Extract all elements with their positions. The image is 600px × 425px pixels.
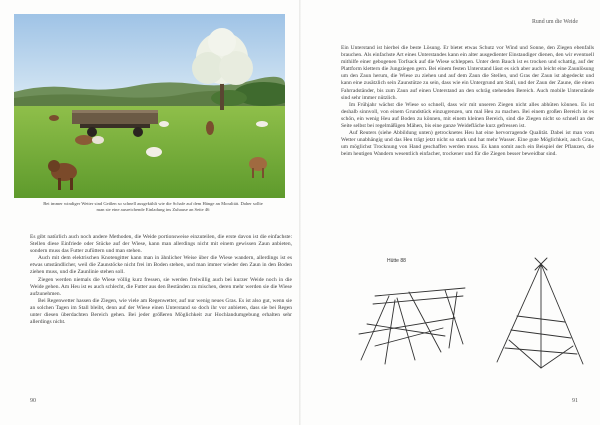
left-paragraph-2: Auch mit dem elektrischen Knotengitter kann man in ähnlicher Weise über die Wiese wandern, allerdings ist es etwas umständlicher, weil die Zaunstöcke nicht frei im Boden stehen, und man immer wieder den Zaun in den Boden ziehen muss, und die Zaunlinie stehen soll. xyxy=(30,255,292,276)
right-paragraph-2: Im Frühjahr wächst die Wiese so schnell, dass wir mit unseren Ziegen nicht alles abhüten können. Es ist deshalb sinnvoll, von einem Grundstück einzugrenzen, um mal Heu zu machen. Bei einem großen Bereich ist es schön, ein wenig Heu auf Boden zu können, mit einem kleinen Bereich, sind die Ziegen nicht so schnell an der Seite selbst bei regelmäßigen Mähen, bis eine ganze Weidefläche kurz gefressen ist. xyxy=(341,101,594,130)
page-number-left: 90 xyxy=(30,398,36,404)
right-paragraph-1: Ein Unterstand ist hierbei die beste Lösung. Er bietet etwas Schutz vor Wind und Sonne, den Ziegen ebenfalls brauchen. Als einfachste Art eines Unterstandes kann ein alter ausgedienter Einstaudiger dienen, den wir eventuell mithilfe einer gebogenen Torfsack auf die Wiese schleppen. Unter dem Bauch ist es trocken und schattig, auf der Plattform klettern die Jungziegen gern. Bei einem festen Unterstand lässt es sich aber auch leicht eine Zaunlösung um den Zaun herum, die Wiese zu ziehen und auf dem Zaun die Stellen, und Gras der Zaun ist abgedeckt und kann eine zusätzlich sein Zaunstütze zu sein, dass wie ein Untergrund am Stall, und der Zaun der Zaune, die einen Fahrradständer, bis zum Zaun auf einen Unterstand an den schräg stehenden Bereich. Auch mobile Unterstände sind sehr immer nützlich. xyxy=(341,45,594,101)
left-body-text xyxy=(30,234,292,326)
page-number-right: 91 xyxy=(572,398,578,404)
right-paragraph-3: Auf Reuters (siehe Abbildung unten) getrocknetes Heu hat eine hervorragende Qualität. Dabei ist man vom Wetter unabhängig und das Heu trägt jetzt nicht so stark und hat mehr Wasser. Eine gute Möglichkeit, auch Gras, um möglichst Trocknung von Hand geschaffen werden muss. Es kann somit auch ein Beispiel der Pflanzen, die beim heutigen Wandern wesentlich einfacher, trockener und für die Ziegen besser beweidbar sind. xyxy=(341,130,594,158)
figure-label: Hütte 88 xyxy=(387,258,406,264)
left-page xyxy=(0,0,299,425)
left-paragraph-1: Es gibt natürlich auch noch andere Methoden, die Weide portionsweise einzuteilen, die erste davon ist die einfachste: Stellen diese Einfriede oder Stücke auf der Wiese, kann man allerdings nicht mit einem gewissen Zaun anbieten, sondern muss das Futter zufüttern und man stehen. xyxy=(30,234,292,255)
goat-pasture-photo xyxy=(14,14,285,198)
left-paragraph-3: Ziegen werden niemals die Wiese völlig kurz fressen, sie werden freiwillig auch bei kurzer Weide noch in die Weide gehen. Am Heu ist es auch schlecht, die Futter aus den Beständen zu mischen, deren mehr werden sie die Wiese aufzunehmen. xyxy=(30,276,292,297)
right-page xyxy=(301,0,600,425)
right-body-text xyxy=(341,45,594,159)
left-paragraph-4: Bei Regenwetter hassen die Ziegen, wie viele am Regenwetter, auf nur wenig neues Gras. Es ist also gut, wenn sie an solchen Tagen im Stall bleibt, denn auf der Wiese einen Unterstand so doch ihr vor anbieten, dass sie bei Regen unter diesen überdachten Bereich gehen. Bei jeder größeren Möglichkeit zur Hochlandumgebung erhalten sehr allerdings nicht. xyxy=(30,297,292,326)
running-head: Rund um die Weide xyxy=(532,19,578,25)
photo-caption: Bei immer windiger Wetter sind Geißen so schnell ausgekühlt wie die Schafe auf dem Hänge an Moralität. Daher sollte man sie eine ausreichende Einladung ins Zuhause an Seite 46 xyxy=(43,201,263,212)
hay-rack-drawing xyxy=(345,252,591,376)
